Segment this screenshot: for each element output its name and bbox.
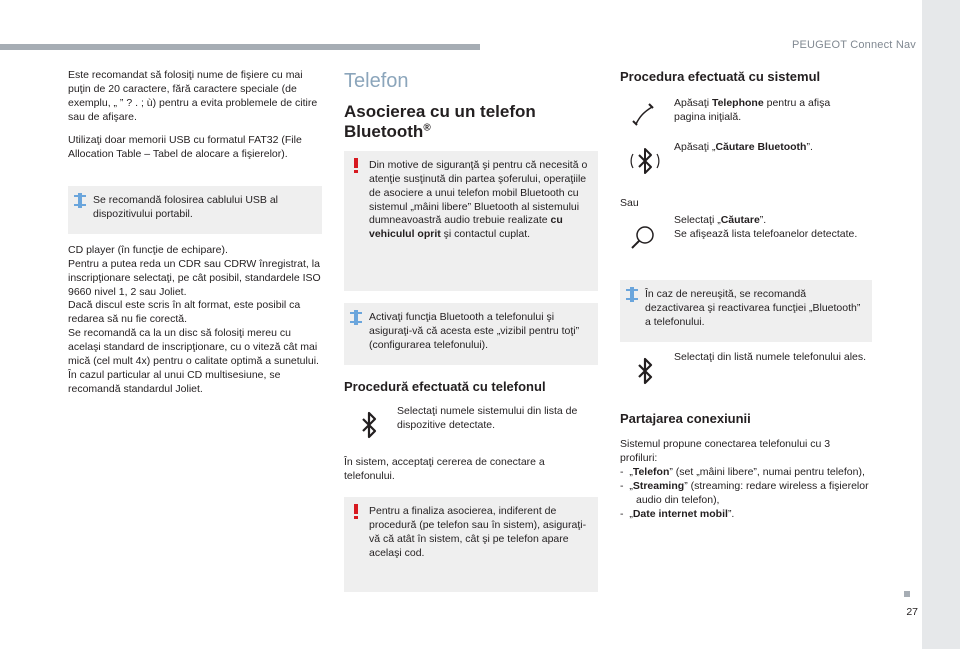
system-step-3 (674, 214, 874, 242)
cd-player-text: CD player (în funcţie de echipare). Pentru a putea reda un CDR sau CDRW înregistrat, la inscripţionare selectaţi, pe cât posibil, standardele ISO 9660 nivel 1, 2 sau Joliet. Dacă discul este scris în alt format, este posibil ca redarea să nu fie corectă. Se recomandă ca la un disc să folosiţi mereu cu acelaşi standard de inscripţionare, cu o viteză cât mai mică (cel mult 4x) pentru o calitate optimă a sunetului. În cazul particular al unui CD multisesiune, se recomandă standardul Joliet. (68, 244, 321, 395)
usb-format-advice: Utilizaţi doar memorii USB cu formatul FAT32 (File Allocation Table – Tabel de alocare a fişierelor). (68, 134, 302, 160)
li1-rest: ” (set „mâini libere”, numai pentru telefon), (669, 466, 865, 478)
warning-bold: cu vehiculul oprit (369, 214, 563, 241)
usb-cable-tip (68, 186, 322, 234)
info-icon (626, 287, 638, 302)
step2-text: Apăsaţi „ (674, 141, 716, 153)
section-title: Telefon (344, 70, 409, 92)
step3-end: ”. (759, 214, 767, 226)
failure-tip (620, 280, 872, 342)
pairing-code-warning (344, 497, 598, 592)
header-rule (0, 44, 480, 50)
search-icon (628, 222, 658, 252)
profiles-intro: Sistemul propune conectarea telefonului cu 3 profiluri: (620, 438, 831, 464)
system-step-2 (674, 141, 864, 155)
step1-end: pentru a afişa pagina iniţială. (674, 97, 831, 123)
pairing-code-text: Pentru a finaliza asocierea, indiferent de procedură (pe telefon sau în sistem), asiguraţi-vă că atât în sistem, cât şi pe telefon apare acelaşi cod. (369, 505, 587, 559)
failure-tip-text: În caz de nereuşită, se recomandă dezactivarea şi reactivarea funcţiei „Bluetooth” a telefonului. (645, 288, 861, 328)
li2-rest: ” (streaming: redare wireless a fişierelor audio din telefon), (636, 479, 869, 506)
bluetooth-visibility-text: Activaţi funcţia Bluetooth a telefonului şi asiguraţi-vă că acesta este „vizibil pentru toţi” (configurarea telefonului). (369, 311, 580, 351)
system-procedure-heading: Procedura efectuată cu sistemul (620, 69, 821, 84)
bluetooth-search-label: Căutare Bluetooth (715, 141, 807, 153)
li1-bold: Telefon (632, 466, 670, 478)
step2-end: ”. (806, 141, 813, 153)
phone-handset-icon (628, 100, 658, 130)
brand-header: PEUGEOT Connect Nav (791, 39, 916, 51)
profile-streaming (620, 480, 872, 508)
step3-line (674, 214, 874, 228)
page-number: 27 (906, 606, 918, 618)
li3-rest: ”. (727, 507, 735, 520)
phone-step-1: Selectaţi numele sistemului din lista de dispozitive detectate. (397, 405, 578, 431)
page-side-strip (922, 0, 960, 649)
pairing-title (344, 102, 594, 141)
registered-mark: ® (423, 121, 431, 133)
warning-icon (350, 504, 362, 519)
or-label: Sau (620, 197, 639, 209)
profile-date-internet (620, 508, 872, 522)
pairing-title-text: Asocierea cu un telefon Bluetooth (344, 102, 536, 141)
info-icon (74, 193, 86, 208)
system-step-1 (674, 97, 864, 125)
usb-cable-tip-text: Se recomandă folosirea cablului USB al dispozitivului portabil. (93, 194, 279, 220)
profile-telefon (620, 466, 872, 480)
system-step-4: Selectaţi din listă numele telefonului ales. (674, 351, 867, 363)
bluetooth-icon (630, 356, 660, 386)
safety-warning (344, 151, 598, 291)
warning-icon (350, 158, 362, 173)
phone-procedure-heading: Procedură efectuată cu telefonul (344, 379, 546, 394)
system-accept-text: În sistem, acceptaţi cererea de conectare a telefonului. (344, 456, 545, 482)
info-icon (350, 310, 362, 325)
li3-bold: Date internet mobil (632, 507, 728, 520)
li2-lead: - „ (620, 479, 633, 492)
filename-advice: Este recomandat să folosiţi nume de fişiere cu mai puţin de 20 caractere, fără caractere speciale (de exemplu, „ ” ? . ; ù) pentru a evita problemele de citire sau de afişare. (68, 69, 318, 123)
telephone-label: Telephone (711, 97, 764, 109)
step1-text: Apăsaţi (674, 97, 712, 109)
bluetooth-icon (354, 410, 384, 440)
sharing-heading: Partajarea conexiunii (620, 411, 751, 426)
warning-text-part: Din motive de siguranţă şi pentru că necesită o atenţie susţinută din partea şoferului, operaţiile de asociere a unui telefon mobil Bluetooth cu sistemul „mâini libere” Bluetooth al sistemului dumneavoastră audio trebuie realizate (369, 159, 588, 227)
search-label: Căutare (720, 214, 760, 226)
bluetooth-search-icon (628, 144, 662, 178)
li2-bold: Streaming (632, 479, 685, 492)
step3-text: Selectaţi „ (674, 214, 721, 226)
li1-lead: - „ (620, 466, 633, 478)
step3-detail: Se afişează lista telefoanelor detectate. (674, 227, 858, 240)
page-marker (904, 591, 910, 597)
safety-warning-text (369, 159, 588, 242)
li3-lead: - „ (620, 507, 633, 520)
profiles-list (620, 466, 872, 521)
bluetooth-visibility-tip (344, 303, 598, 365)
warning-text-end: şi contactul cuplat. (440, 228, 531, 241)
